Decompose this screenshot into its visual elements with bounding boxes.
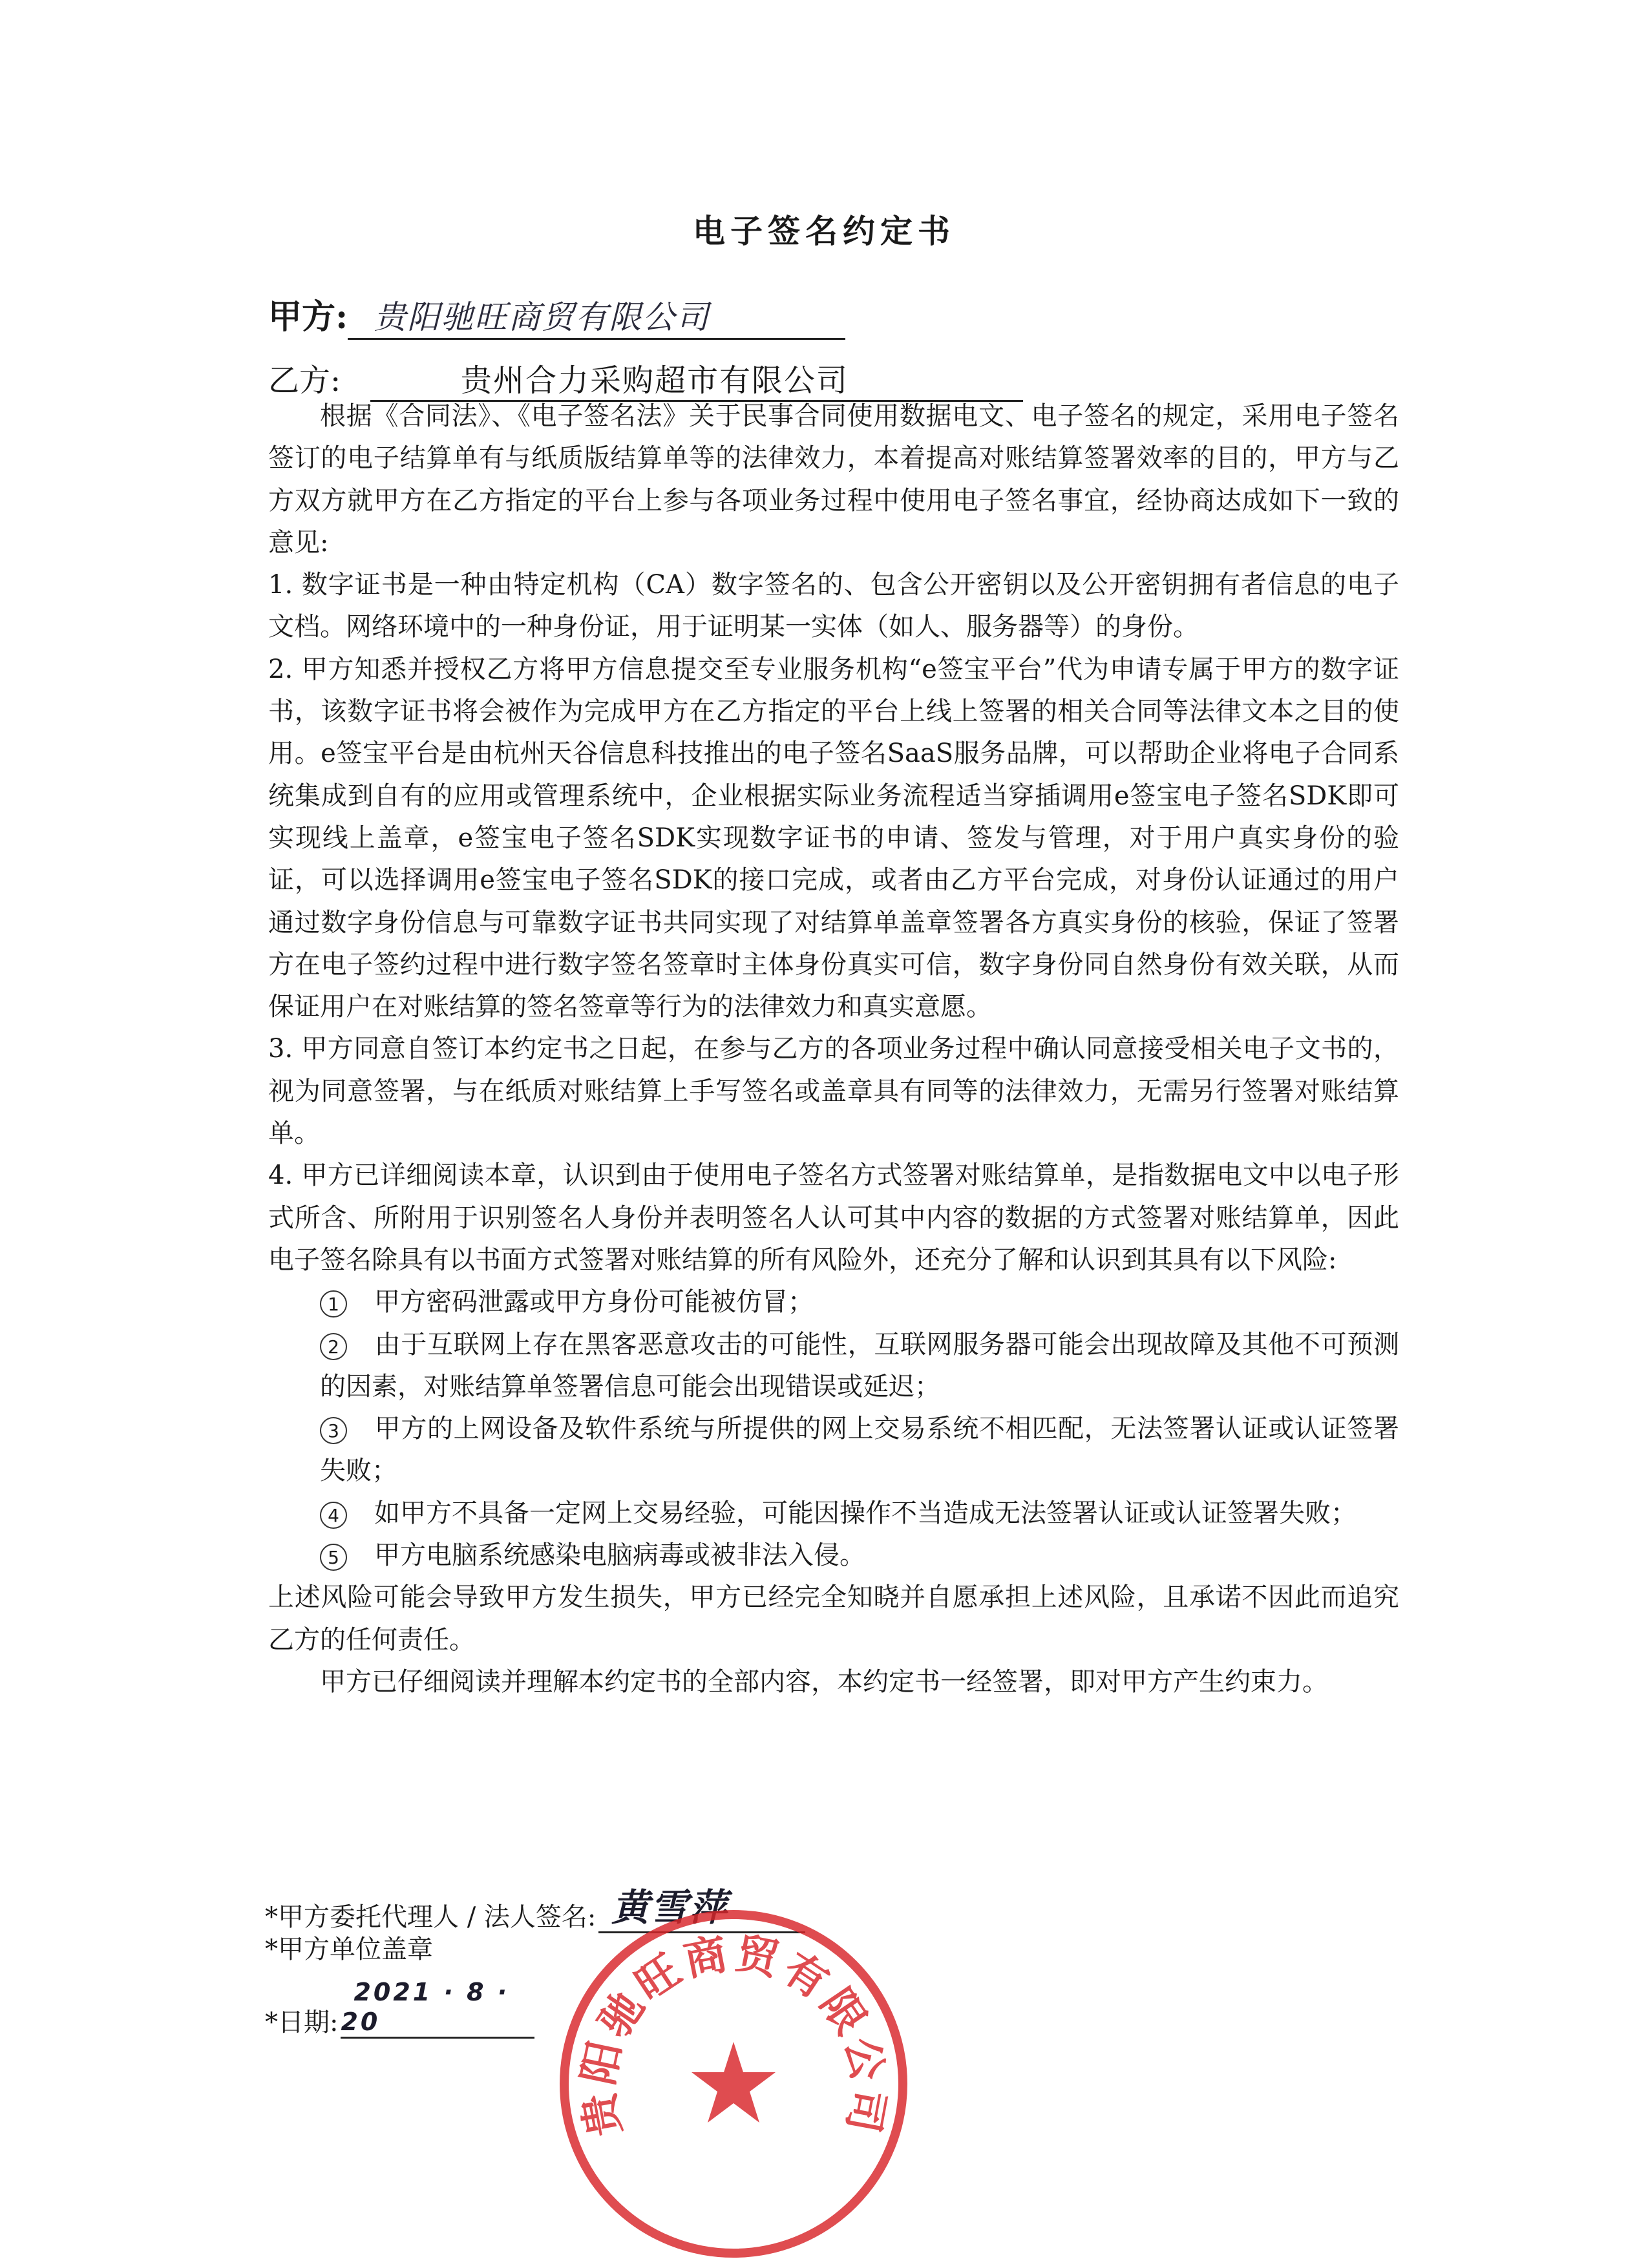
clause-3: 3. 甲方同意自签订本约定书之日起，在参与乙方的各项业务过程中确认同意接受相关电子文书的，视为同意签署，与在纸质对账结算上手写签名或盖章具有同等的法律效力，无需另行签署对账结算单。 (268, 1034, 1399, 1149)
agent-signature-label: *甲方委托代理人 / 法人签名: (265, 1902, 597, 1932)
seal-label: *甲方单位盖章 (265, 1935, 433, 1964)
risk-item (268, 1535, 1399, 1577)
clause-4: 4. 甲方已详细阅读本章，认识到由于使用电子签名方式签署对账结算单，是指数据电文中以电子形式所含、所附用于识别签名人身份并表明签名人认可其中内容的数据的方式签署对账结算单，因此电子签名除具有以书面方式签署对账结算的所有风险外，还充分了解和认识到其具有以下风险: (268, 1160, 1399, 1275)
risk-item (268, 1324, 1399, 1409)
party-a-label: 甲方: (268, 297, 348, 337)
agent-signature: 黄雪萍 (611, 1885, 728, 1929)
clause-2: 2. 甲方知悉并授权乙方将甲方信息提交至专业服务机构“e签宝平台”代为申请专属于甲方的数字证书，该数字证书将会被作为完成甲方在乙方指定的平台上线上签署的相关合同等法律文本之目的使用。e签宝平台是由杭州天谷信息科技推出的电子签名SaaS服务品牌，可以帮助企业将电子合同系统集成到自有的应用或管理系统中，企业根据实际业务流程适当穿插调用e签宝电子签名SDK即可实现线上盖章，e签宝电子签名SDK实现数字证书的申请、签发与管理，对于用户真实身份的验证，可以选择调用e签宝电子签名SDK的接口完成，或者由乙方平台完成，对身份认证通过的用户通过数字身份信息与可靠数字证书共同实现了对结算单盖章签署各方真实身份的核验，保证了签署方在电子签约过程中进行数字签名签章时主体身份真实可信，数字身份同自然身份有效关联，从而保证用户在对账结算的签名签章等行为的法律效力和真实意愿。 (268, 654, 1399, 1022)
clause-1: 1. 数字证书是一种由特定机构（CA）数字签名的、包含公开密钥以及公开密钥拥有者信息的电子文档。网络环境中的一种身份证，用于证明某一实体（如人、服务器等）的身份。 (268, 570, 1399, 642)
risk-text: 甲方密码泄露或甲方身份可能被仿冒； (374, 1287, 814, 1318)
date-value: 2021 · 8 · 20 (341, 1978, 510, 2036)
risk-number: 1 (320, 1290, 347, 1318)
document-title: 电子签名约定书 (693, 212, 955, 250)
seal-text: 贵阳驰旺商贸有限公司 (573, 1927, 894, 2141)
company-seal-stamp (553, 1903, 914, 2265)
risk-item (268, 1493, 1399, 1535)
risk-text: 由于互联网上存在黑客恶意攻击的可能性，互联网服务器可能会出现故障及其他不可预测的因素，对账结算单签署信息可能会出现错误或延迟； (320, 1329, 1399, 1402)
risk-text: 如甲方不具备一定网上交易经验，可能因操作不当造成无法签署认证或认证签署失败； (374, 1498, 1357, 1528)
risk-text: 甲方电脑系统感染电脑病毒或被非法入侵。 (374, 1540, 865, 1571)
risk-summary: 上述风险可能会导致甲方发生损失，甲方已经完全知晓并自愿承担上述风险，且承诺不因此而追究乙方的任何责任。 (268, 1582, 1399, 1655)
risk-item (268, 1408, 1399, 1493)
party-b-label: 乙方: (268, 362, 341, 399)
risk-number: 4 (320, 1502, 347, 1529)
date-label: *日期: (265, 2008, 339, 2037)
risk-number: 5 (320, 1544, 347, 1571)
agreement-body (268, 395, 1399, 1703)
risk-text: 甲方的上网设备及软件系统与所提供的网上交易系统不相匹配，无法签署认证或认证签署失败； (320, 1414, 1399, 1486)
intro-paragraph: 根据《合同法》、《电子签名法》关于民事合同使用数据电文、电子签名的规定，采用电子签名签订的电子结算单有与纸质版结算单等的法律效力，本着提高对账结算签署效率的目的，甲方与乙方双方就甲方在乙方指定的平台上参与各项业务过程中使用电子签名事宜，经协商达成如下一致的意见: (268, 401, 1399, 558)
date-line (265, 1977, 534, 2039)
party-a-line (268, 289, 845, 340)
party-a-name: 贵阳驰旺商贸有限公司 (348, 291, 845, 340)
closing-paragraph: 甲方已仔细阅读并理解本约定书的全部内容，本约定书一经签署，即对甲方产生约束力。 (320, 1666, 1328, 1697)
seal-label-line (265, 1929, 433, 1966)
party-b-name: 贵州合力采购超市有限公司 (370, 355, 1023, 402)
risk-number: 3 (320, 1417, 347, 1444)
risk-item (268, 1281, 1399, 1323)
seal-star-icon (692, 2042, 776, 2123)
risk-number: 2 (320, 1333, 347, 1360)
